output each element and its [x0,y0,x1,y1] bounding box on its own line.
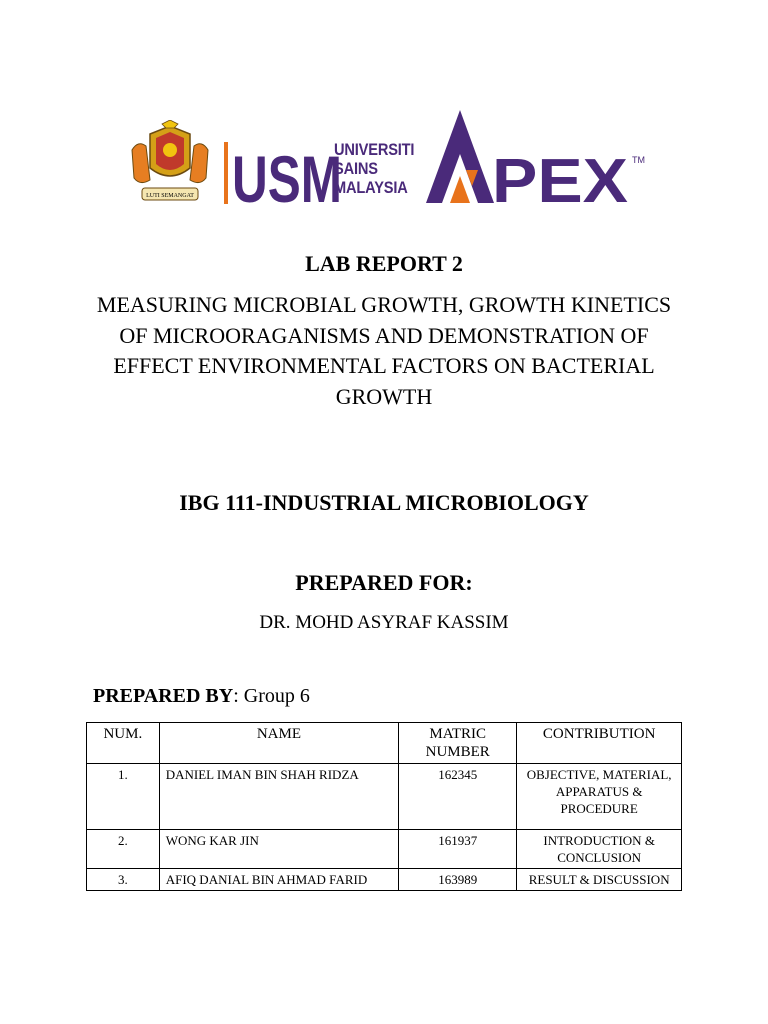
table-row [87,869,682,891]
table-row [87,764,682,830]
logo-bar [128,110,648,210]
cell-num: 1. [87,764,160,830]
usm-wordmark [334,140,424,197]
col-header-matric: MATRIC NUMBER [399,723,517,764]
report-number: LAB REPORT 2 [305,251,463,276]
prepared-by-value: : Group 6 [233,685,310,707]
usm-line-1: UNIVERSITI [334,140,415,159]
cell-matric: 163989 [399,869,517,891]
cell-contribution: INTRODUCTION & CONCLUSION [517,830,682,869]
cell-num: 2. [87,830,160,869]
cell-contribution: OBJECTIVE, MATERIAL, APPARATUS & PROCEDURE [517,764,682,830]
col-header-num: NUM. [87,723,160,764]
cell-name: AFIQ DANIAL BIN AHMAD FARID [159,869,398,891]
cell-matric: 161937 [399,830,517,869]
usm-crest-logo [128,120,212,206]
col-header-name: NAME [159,723,398,764]
svg-text:PEX: PEX [492,147,628,210]
cell-name: WONG KAR JIN [159,830,398,869]
prepared-by-label: PREPARED BY [93,685,234,707]
col-header-contribution: CONTRIBUTION [517,723,682,764]
prepared-by-line [93,685,310,708]
course-title: IBG 111-INDUSTRIAL MICROBIOLOGY [179,490,589,515]
table-row [87,830,682,869]
usm-line-2: SAINS [334,159,378,178]
prepared-for-heading: PREPARED FOR: [295,570,473,595]
cell-num: 3. [87,869,160,891]
svg-text:LUTI SEMANGAT: LUTI SEMANGAT [146,193,194,199]
cell-contribution: RESULT & DISCUSSION [517,869,682,891]
members-table [86,722,682,891]
report-title: MEASURING MICROBIAL GROWTH, GROWTH KINETICS OF MICROORAGANISMS AND DEMONSTRATION OF EFFECT ENVIRONMENTAL FACTORS ON BACTERIAL GROWTH [96,292,672,409]
table-header-row [87,723,682,764]
svg-text:USM: USM [232,142,342,212]
apex-trademark: TM [632,155,645,165]
lecturer-name: DR. MOHD ASYRAF KASSIM [259,612,509,633]
cell-matric: 162345 [399,764,517,830]
cell-name: DANIEL IMAN BIN SHAH RIDZA [159,764,398,830]
usm-logo-mark [224,140,352,212]
apex-logo [426,110,650,210]
usm-line-3: MALAYSIA [334,178,408,197]
